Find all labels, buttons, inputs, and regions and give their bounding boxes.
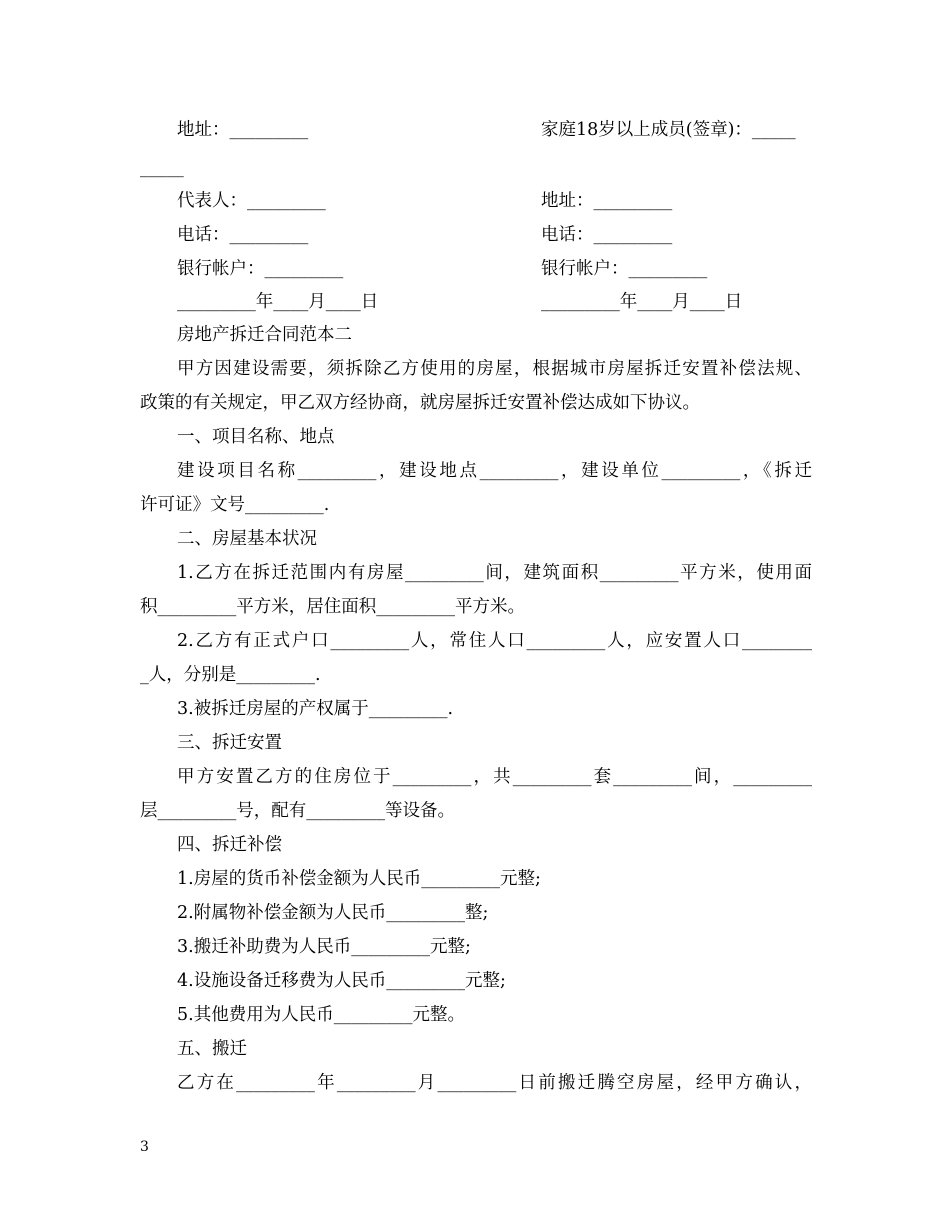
- section-3-line-1: 甲方安置乙方的住房位于_________，共_________套_________间，_________: [177, 767, 812, 787]
- section-2-item-2-line-2: _人，分别是_________.: [140, 665, 321, 685]
- left-representative-line: 代表人：_________: [177, 191, 326, 211]
- right-date-line: _________年____月____日: [541, 292, 743, 312]
- intro-line-2: 政策的有关规定，甲乙双方经协商，就房屋拆迁安置补偿达成如下协议。: [140, 393, 700, 413]
- section-4-item-2: 2.附属物补偿金额为人民币_________整;: [177, 903, 489, 923]
- section-1-line-2: 许可证》文号_________.: [140, 495, 330, 515]
- section-1-line-1: 建设项目名称_________，建设地点_________，建设单位_________，《拆迁: [177, 461, 812, 481]
- section-1-heading: 一、项目名称、地点: [177, 427, 335, 447]
- section-2-item-1-line-1: 1.乙方在拆迁范围内有房屋_________间，建筑面积_________平方米，使用面: [177, 563, 812, 583]
- left-bank-account-line: 银行帐户：_________: [177, 259, 344, 279]
- right-bank-account-line: 银行帐户：_________: [541, 259, 708, 279]
- section-2-item-1-line-2: 积_________平方米，居住面积_________平方米。: [140, 597, 525, 617]
- right-phone-line: 电话：_________: [541, 225, 673, 245]
- document-title: 房地产拆迁合同范本二: [177, 325, 352, 345]
- section-3-line-2: 层_________号，配有_________等设备。: [140, 801, 455, 821]
- section-4-item-4: 4.设施设备迁移费为人民币_________元整;: [177, 971, 506, 991]
- left-date-line: _________年____月____日: [177, 292, 379, 312]
- right-family-members-line: 家庭18岁以上成员(签章)：_____: [541, 120, 796, 140]
- section-4-item-1: 1.房屋的货币补偿金额为人民币_________元整;: [177, 869, 541, 889]
- section-4-item-5: 5.其他费用为人民币_________元整。: [177, 1005, 465, 1025]
- right-family-members-line-cont: _____: [140, 158, 184, 178]
- section-5-heading: 五、搬迁: [177, 1039, 247, 1059]
- right-address-line: 地址：_________: [541, 191, 673, 211]
- left-address-line: 地址：_________: [177, 120, 309, 140]
- section-2-item-3: 3.被拆迁房屋的产权属于_________.: [177, 699, 454, 719]
- intro-line-1: 甲方因建设需要，须拆除乙方使用的房屋，根据城市房屋拆迁安置补偿法规、: [177, 359, 812, 379]
- section-3-heading: 三、拆迁安置: [177, 733, 282, 753]
- section-4-item-3: 3.搬迁补助费为人民币_________元整;: [177, 937, 471, 957]
- section-2-item-2-line-1: 2.乙方有正式户口_________人，常住人口_________人，应安置人口________: [177, 631, 812, 651]
- section-2-heading: 二、房屋基本状况: [177, 529, 317, 549]
- section-5-line-1: 乙方在_________年_________月_________日前搬迁腾空房屋，经甲方确认，: [177, 1073, 812, 1093]
- page-number: 3: [140, 1139, 149, 1155]
- left-phone-line: 电话：_________: [177, 225, 309, 245]
- section-4-heading: 四、拆迁补偿: [177, 835, 282, 855]
